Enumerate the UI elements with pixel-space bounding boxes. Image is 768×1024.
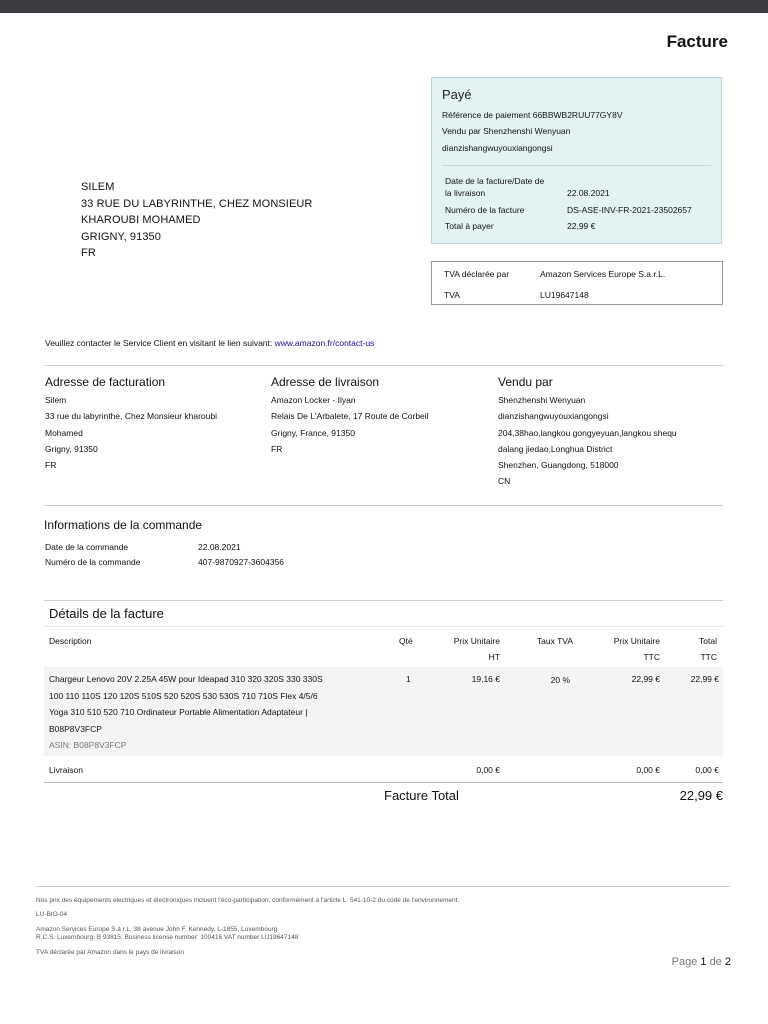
seller-address — [498, 392, 677, 490]
shipping-line: Amazon Locker - Ilyan — [271, 395, 356, 405]
shipping-line: FR — [271, 443, 283, 454]
seller-line: Shenzhen, Guangdong, 518000 — [498, 460, 619, 471]
recipient-line: FR — [81, 247, 96, 259]
seller-line: CN — [498, 476, 511, 487]
shipping-row-label: Livraison — [49, 765, 84, 775]
invoice-total-value: 22,99 € — [679, 788, 723, 803]
item-description-line: 100 110 110S 120 120S 510S 520 520S 530 530S 710 710S Flex 4/5/6 — [49, 690, 318, 701]
total-due-label: Total à payer — [445, 221, 494, 231]
column-header-total-line2: TTC — [700, 652, 717, 662]
invoice-date-label-1: Date de la facture/Date de — [445, 176, 545, 186]
page-word: Page — [671, 956, 698, 968]
invoice-date-label-2: la livraison — [445, 188, 486, 198]
item-unit-ht: 19,16 € — [471, 674, 500, 684]
seller-title: Vendu par — [498, 375, 553, 389]
vat-box — [431, 261, 723, 305]
column-header-unit-ht — [430, 633, 500, 665]
shipping-address — [271, 392, 429, 457]
shipping-line: Relais De L'Arbalete, 17 Route de Corbeil — [271, 411, 429, 422]
item-asin: ASIN: B08P8V3FCP — [49, 740, 127, 750]
contact-link[interactable]: www.amazon.fr/contact-us — [274, 338, 375, 348]
order-date-label: Date de la commande — [45, 542, 129, 552]
sold-by-line-1: Vendu par Shenzhenshi Wenyuan — [442, 126, 571, 136]
order-number-value: 407-9870927-3604356 — [198, 557, 285, 567]
divider — [44, 600, 723, 601]
divider — [44, 626, 723, 627]
item-vat-rate: 20 % — [550, 675, 570, 685]
column-header-unit-ht-line2: HT — [488, 652, 500, 662]
divider — [44, 505, 723, 506]
column-header-description: Description — [49, 636, 92, 646]
footer-company-line: R.C.S. Luxembourg: B 93815; Business license number: 100416 VAT number LU19647148 — [36, 934, 299, 941]
seller-line: Shenzhenshi Wenyuan — [498, 395, 586, 405]
column-header-unit-ht-line1: Prix Unitaire — [453, 636, 500, 646]
payment-summary-box — [431, 77, 722, 244]
recipient-line: SILEM — [81, 181, 115, 193]
column-header-unit-ttc-line1: Prix Unitaire — [613, 636, 660, 646]
billing-address — [45, 392, 217, 473]
column-header-unit-ttc — [585, 633, 660, 665]
footer-company-line: Amazon Services Europe S.à r.L, 38 avenue John F. Kennedy, L-1855, Luxembourg — [36, 926, 278, 933]
total-due-value: 22,99 € — [567, 221, 596, 231]
item-total: 22,99 € — [690, 674, 719, 684]
column-header-total-line1: Total — [699, 636, 717, 646]
footer-eco-notice: Nos prix des équipements électriques et électroniques incluent l'éco-participation, conformément à l'article L. 541-10-2 du code de l'environnement. — [36, 897, 460, 904]
column-header-total — [670, 633, 717, 665]
divider — [36, 886, 730, 887]
top-bar — [0, 0, 768, 13]
invoice-number-label: Numéro de la facture — [445, 205, 525, 215]
page-title: Facture — [666, 32, 728, 51]
shipping-line: Grigny, France, 91350 — [271, 427, 355, 438]
billing-line: Grigny, 91350 — [45, 443, 98, 454]
shipping-title: Adresse de livraison — [271, 375, 380, 389]
page-total: 2 — [724, 956, 731, 968]
item-description-line: B08P8V3FCP — [49, 723, 102, 734]
page-of: de — [709, 956, 722, 968]
shipping-total: 0,00 € — [695, 765, 719, 775]
recipient-address — [81, 179, 312, 262]
column-header-vat-rate: Taux TVA — [536, 636, 573, 646]
shipping-unit-ttc: 0,00 € — [636, 765, 660, 775]
vat-declared-label: TVA déclarée par — [444, 269, 510, 279]
seller-line: dianzishangwuyouxiangongsi — [498, 411, 609, 422]
item-description-line: Chargeur Lenovo 20V 2.25A 45W pour Ideapad 310 320 320S 330 330S — [49, 674, 323, 684]
invoice-details-title: Détails de la facture — [49, 606, 164, 621]
vat-number-label: TVA — [444, 290, 460, 300]
recipient-line: KHAROUBI MOHAMED — [81, 214, 201, 226]
item-qty: 1 — [406, 674, 411, 684]
item-description — [49, 671, 323, 754]
sold-by-line-2: dianzishangwuyouxiangongsi — [442, 143, 553, 153]
seller-line: 204,38hao,langkou gongyeyuan,langkou shequ — [498, 427, 677, 438]
column-header-qty: Qté — [399, 636, 413, 646]
billing-line: 33 rue du labyrinthe, Chez Monsieur kharoubi — [45, 411, 217, 422]
billing-line: Silem — [45, 395, 67, 405]
column-header-unit-ttc-line2: TTC — [643, 652, 660, 662]
vat-number-value: LU19647148 — [540, 290, 589, 300]
invoice-total-label: Facture Total — [384, 788, 459, 803]
divider — [44, 782, 723, 783]
vat-declared-value: Amazon Services Europe S.a.r.L. — [540, 269, 666, 279]
shipping-unit-ht: 0,00 € — [476, 765, 500, 775]
order-number-label: Numéro de la commande — [45, 557, 141, 567]
item-description-line: Yoga 310 510 520 710 Ordinateur Portable Alimentation Adaptateur | — [49, 707, 308, 717]
recipient-line: GRIGNY, 91350 — [81, 230, 161, 243]
page-indicator — [672, 956, 731, 968]
page-number: 1 — [700, 956, 707, 968]
billing-title: Adresse de facturation — [45, 375, 166, 389]
payment-reference: Référence de paiement 66BBWB2RUU77GY8V — [442, 110, 623, 120]
footer-company — [36, 926, 298, 942]
billing-line: FR — [45, 460, 57, 471]
divider — [44, 365, 723, 366]
contact-notice — [45, 338, 374, 348]
invoice-date-value: 22.08.2021 — [567, 188, 610, 198]
order-info-title: Informations de la commande — [44, 518, 203, 532]
item-unit-ttc: 22,99 € — [631, 674, 660, 684]
billing-line: Mohamed — [45, 427, 83, 438]
invoice-number-value: DS-ASE-INV-FR-2021-23502657 — [567, 205, 692, 215]
footer-code: LU-BIO-04 — [36, 911, 68, 918]
footer-vat-note: TVA déclarée par Amazon dans le pays de livraison — [36, 949, 185, 956]
payment-status: Payé — [442, 87, 472, 102]
divider — [442, 165, 711, 166]
contact-text: Veuillez contacter le Service Client en visitant le lien suivant: — [45, 338, 275, 348]
seller-line: dalang jiedao,Longhua District — [498, 443, 613, 454]
recipient-line: 33 RUE DU LABYRINTHE, CHEZ MONSIEUR — [81, 197, 313, 210]
order-date-value: 22.08.2021 — [198, 542, 241, 552]
